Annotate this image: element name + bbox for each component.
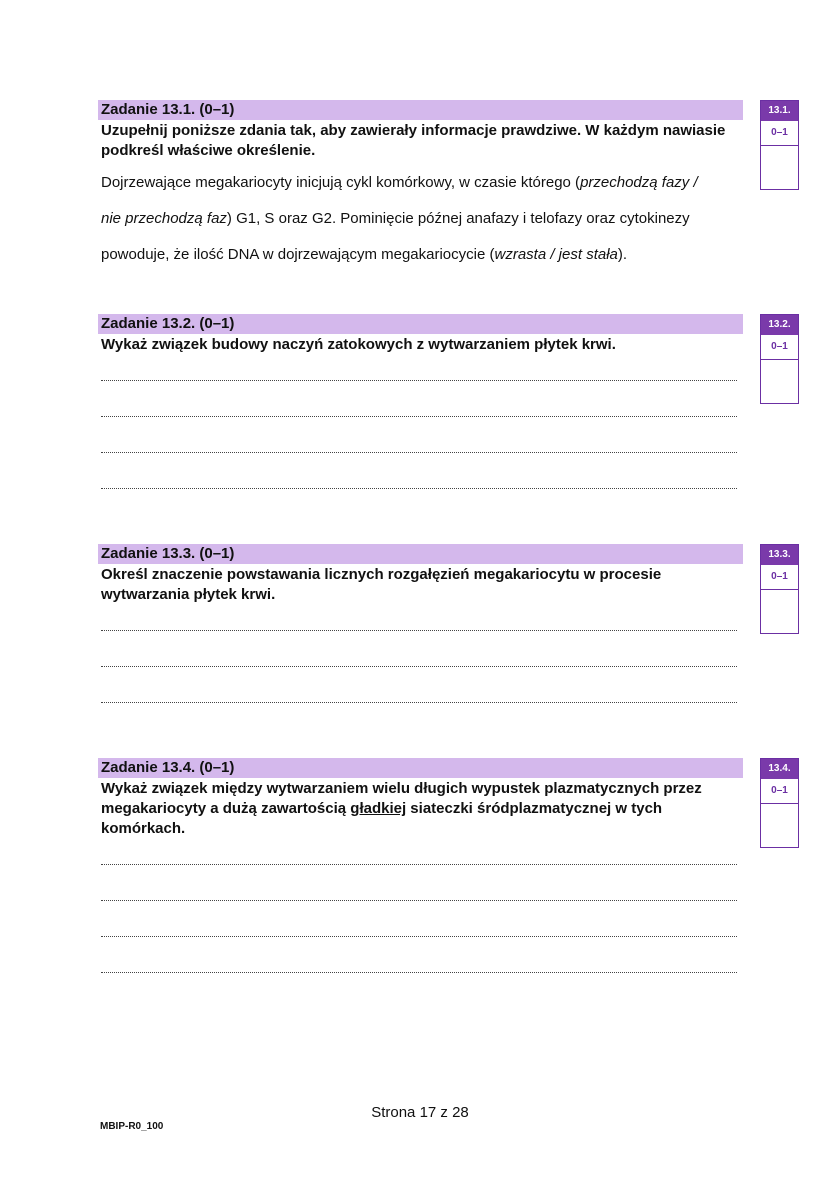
task-question: Wykaż związek budowy naczyń zatokowych z wytwarzaniem płytek krwi.: [101, 336, 616, 353]
body-line-3: [101, 237, 743, 273]
score-box-13-2: [760, 314, 799, 404]
page-number: Strona 17 z 28: [371, 1104, 469, 1121]
answer-line[interactable]: [101, 357, 737, 393]
answer-line[interactable]: [101, 913, 737, 949]
score-input-area[interactable]: [761, 360, 798, 403]
answer-line[interactable]: [101, 465, 737, 501]
score-number: 13.2.: [761, 315, 798, 335]
score-range: 0–1: [761, 565, 798, 590]
score-box-13-3: [760, 544, 799, 634]
task-13-4: [98, 758, 743, 985]
score-range: 0–1: [761, 121, 798, 146]
task-13-2: [98, 314, 743, 501]
score-range: 0–1: [761, 335, 798, 360]
score-box-13-1: [760, 100, 799, 190]
task-question: [98, 779, 743, 839]
answer-line[interactable]: [101, 877, 737, 913]
task-header: Zadanie 13.3. (0–1): [98, 544, 743, 564]
document-code: MBIP-R0_100: [100, 1121, 164, 1132]
score-range: 0–1: [761, 779, 798, 804]
answer-line[interactable]: [101, 841, 737, 877]
option-text[interactable]: wzrasta / jest stała: [494, 246, 618, 263]
score-box-13-4: [760, 758, 799, 848]
score-number: 13.1.: [761, 101, 798, 121]
text-segment: siateczki śródplazmatycznej w tych komórkach.: [101, 800, 663, 837]
answer-line[interactable]: [101, 949, 737, 985]
text-segment: Wykaż związek między wytwarzaniem wielu długich wypustek plazmatycznych przez megakariocyty a dużą zawartością: [101, 780, 702, 817]
score-number: 13.3.: [761, 545, 798, 565]
body-line-2: [101, 201, 743, 237]
answer-line[interactable]: [101, 679, 737, 715]
task-header: Zadanie 13.2. (0–1): [98, 314, 743, 334]
text-segment: Dojrzewające megakariocyty inicjują cykl komórkowy, w czasie którego (: [101, 174, 581, 191]
answer-line[interactable]: [101, 429, 737, 465]
task-13-3: [98, 544, 743, 715]
task-header: Zadanie 13.4. (0–1): [98, 758, 743, 778]
score-input-area[interactable]: [761, 590, 798, 633]
task-13-1: [98, 100, 743, 273]
task-body: [98, 165, 743, 273]
task-header: Zadanie 13.1. (0–1): [98, 100, 743, 120]
option-text[interactable]: przechodzą fazy /: [580, 174, 698, 191]
task-question: Uzupełnij poniższe zdania tak, aby zawierały informacje prawdziwe. W każdym nawiasie podkreśl właściwe określenie.: [101, 122, 726, 159]
text-segment: ).: [617, 246, 628, 263]
answer-line[interactable]: [101, 393, 737, 429]
score-input-area[interactable]: [761, 146, 798, 189]
option-text[interactable]: nie przechodzą faz: [101, 210, 227, 227]
score-input-area[interactable]: [761, 804, 798, 847]
underlined-word: gładkiej: [350, 800, 407, 817]
body-line-1: [101, 165, 743, 201]
answer-line[interactable]: [101, 607, 737, 643]
score-number: 13.4.: [761, 759, 798, 779]
text-segment: ) G1, S oraz G2. Pominięcie późnej anafazy i telofazy oraz cytokinezy: [226, 210, 690, 227]
task-question: Określ znaczenie powstawania licznych rozgałęzień megakariocytu w procesie wytwarzania płytek krwi.: [101, 566, 662, 603]
answer-line[interactable]: [101, 643, 737, 679]
text-segment: powoduje, że ilość DNA w dojrzewającym megakariocycie (: [101, 246, 495, 263]
